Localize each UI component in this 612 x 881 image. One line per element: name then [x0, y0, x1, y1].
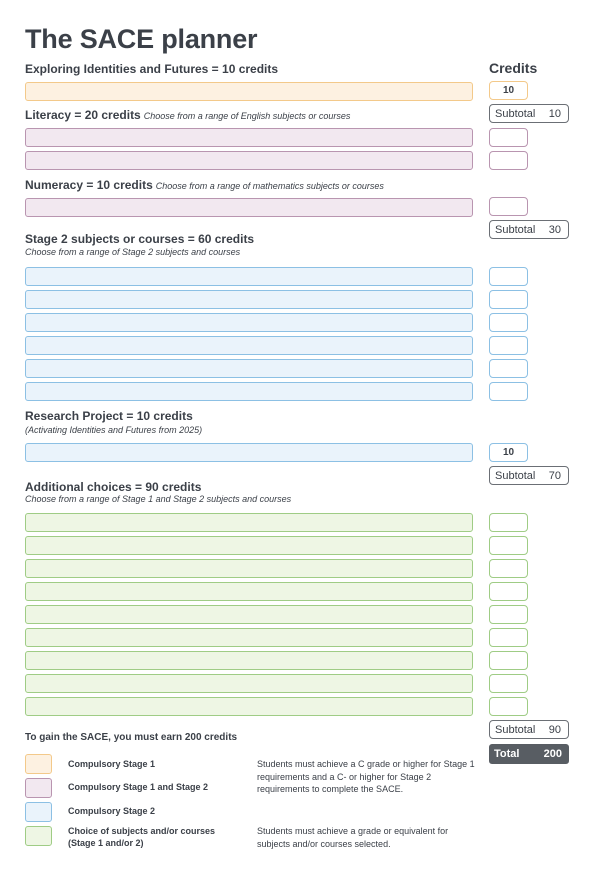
- additional-subject-field[interactable]: [25, 536, 473, 555]
- stage2-credits-field[interactable]: [489, 313, 528, 332]
- literacy-heading-text: Literacy = 20 credits: [25, 108, 141, 122]
- legend-label: Compulsory Stage 1: [68, 759, 156, 769]
- exploring-subject-field[interactable]: [25, 82, 473, 101]
- exploring-credits-field[interactable]: 10: [489, 81, 528, 100]
- additional-credits-field[interactable]: [489, 697, 528, 716]
- additional-credits-field[interactable]: [489, 582, 528, 601]
- additional-credits-field[interactable]: [489, 628, 528, 647]
- additional-credits-field[interactable]: [489, 559, 528, 578]
- stage2-subject-field[interactable]: [25, 313, 473, 332]
- research-heading: Research Project = 10 credits: [25, 409, 193, 423]
- gain-requirement-text: To gain the SACE, you must earn 200 credits: [25, 732, 238, 743]
- literacy-heading: [25, 108, 350, 122]
- additional-subject-field[interactable]: [25, 651, 473, 670]
- total-label: Total: [494, 748, 520, 760]
- total-box: [489, 744, 569, 764]
- additional-note: Choose from a range of Stage 1 and Stage 2 subjects and courses: [25, 494, 292, 504]
- additional-credits-field[interactable]: [489, 536, 528, 555]
- additional-subject-field[interactable]: [25, 605, 473, 624]
- legend-swatch-choice: [25, 826, 52, 846]
- stage2-heading: Stage 2 subjects or courses = 60 credits: [25, 232, 255, 246]
- numeracy-credits-field[interactable]: [489, 197, 528, 216]
- subtotal-box: [489, 104, 569, 123]
- research-note: (Activating Identities and Futures from 2025): [25, 425, 203, 435]
- research-credits-field[interactable]: 10: [489, 443, 528, 462]
- stage2-subject-field[interactable]: [25, 267, 473, 286]
- stage2-credits-field[interactable]: [489, 336, 528, 355]
- additional-heading: Additional choices = 90 credits: [25, 480, 202, 494]
- total-value: 200: [543, 748, 562, 760]
- stage2-subject-field[interactable]: [25, 382, 473, 401]
- literacy-credits-field[interactable]: [489, 128, 528, 147]
- choice-requirement-note: Students must achieve a grade or equivalent for subjects and/or courses selected.: [257, 826, 449, 849]
- additional-subject-field[interactable]: [25, 697, 473, 716]
- grade-requirement-note: Students must achieve a C grade or higher for Stage 1 requirements and a C- or higher for Stage 2 requirements to complete the SACE.: [257, 759, 475, 794]
- numeracy-heading-text: Numeracy = 10 credits: [25, 178, 153, 192]
- literacy-subject-field[interactable]: [25, 128, 473, 147]
- legend-swatch-compulsory-stage-2: [25, 802, 52, 822]
- subtotal-label: Subtotal: [495, 223, 536, 236]
- stage2-credits-field[interactable]: [489, 290, 528, 309]
- additional-subject-field[interactable]: [25, 559, 473, 578]
- numeracy-note: Choose from a range of mathematics subjects or courses: [155, 181, 384, 191]
- additional-credits-field[interactable]: [489, 605, 528, 624]
- literacy-note: Choose from a range of English subjects or courses: [143, 111, 351, 121]
- subtotal-value: 30: [548, 223, 561, 236]
- page-title: The SACE planner: [25, 24, 258, 54]
- legend-swatch-compulsory-stage-1: [25, 754, 52, 774]
- subtotal-value: 10: [548, 107, 561, 120]
- stage2-credits-field[interactable]: [489, 382, 528, 401]
- research-subject-field[interactable]: [25, 443, 473, 462]
- subtotal-value: 90: [548, 723, 561, 736]
- stage2-credits-field[interactable]: [489, 359, 528, 378]
- additional-subject-field[interactable]: [25, 674, 473, 693]
- literacy-subject-field[interactable]: [25, 151, 473, 170]
- stage2-subject-field[interactable]: [25, 290, 473, 309]
- additional-subject-field[interactable]: [25, 628, 473, 647]
- subtotal-label: Subtotal: [495, 107, 536, 120]
- legend-label: Choice of subjects and/or courses (Stage 1 and/or 2): [68, 826, 216, 848]
- credits-column-header: Credits: [489, 60, 538, 76]
- subtotal-box: [489, 466, 569, 485]
- exploring-heading: Exploring Identities and Futures = 10 credits: [25, 62, 279, 76]
- numeracy-heading: [25, 178, 384, 192]
- stage2-subject-field[interactable]: [25, 359, 473, 378]
- subtotal-box: [489, 720, 569, 739]
- stage2-subject-field[interactable]: [25, 336, 473, 355]
- additional-credits-field[interactable]: [489, 651, 528, 670]
- additional-credits-field[interactable]: [489, 674, 528, 693]
- subtotal-label: Subtotal: [495, 469, 536, 482]
- additional-subject-field[interactable]: [25, 513, 473, 532]
- legend-swatch-compulsory-stage-1-and-2: [25, 778, 52, 798]
- legend-label: Compulsory Stage 2: [68, 806, 156, 816]
- subtotal-label: Subtotal: [495, 723, 536, 736]
- additional-subject-field[interactable]: [25, 582, 473, 601]
- subtotal-value: 70: [548, 469, 561, 482]
- additional-credits-field[interactable]: [489, 513, 528, 532]
- numeracy-subject-field[interactable]: [25, 198, 473, 217]
- subtotal-box: [489, 220, 569, 239]
- legend-label: Compulsory Stage 1 and Stage 2: [68, 782, 209, 792]
- stage2-note: Choose from a range of Stage 2 subjects and courses: [25, 247, 241, 257]
- literacy-credits-field[interactable]: [489, 151, 528, 170]
- stage2-credits-field[interactable]: [489, 267, 528, 286]
